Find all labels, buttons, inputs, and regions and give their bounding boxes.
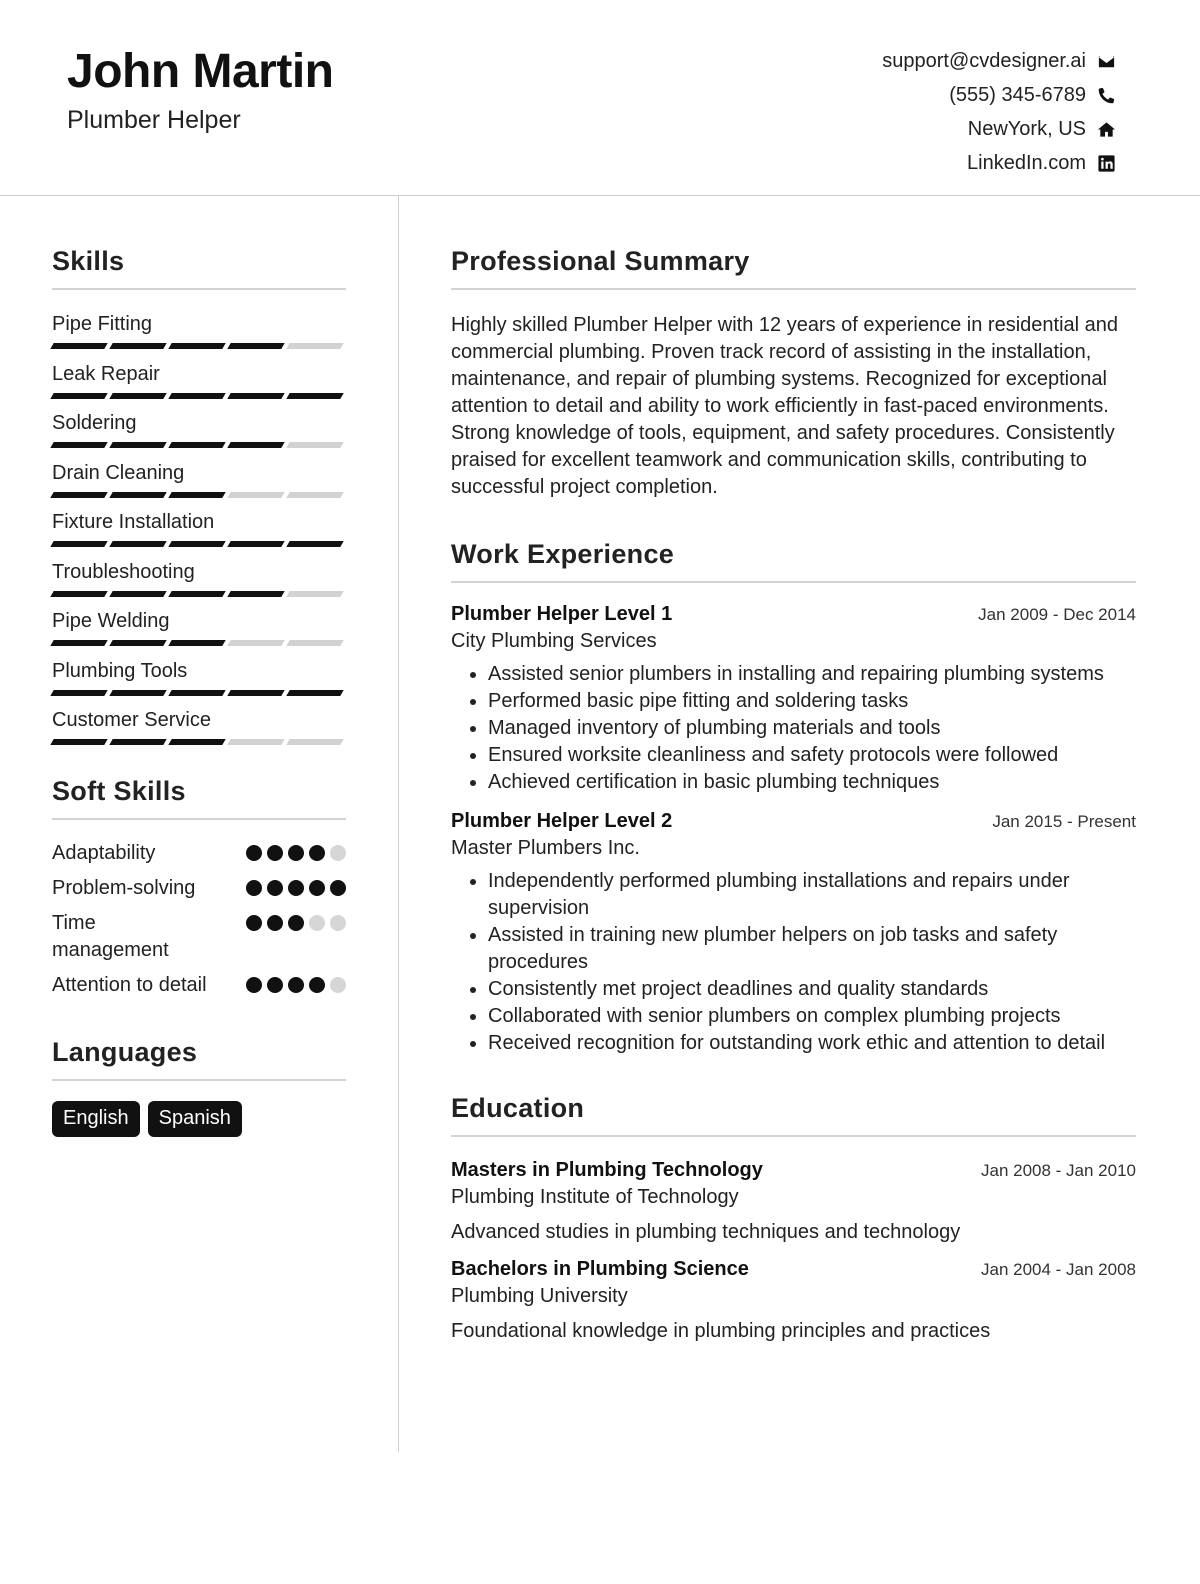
job-bullet: • Assisted in training new plumber helpers on job tasks and safety procedures [488,922,1136,976]
rating-dot [309,915,325,931]
language-badge: Spanish [148,1101,242,1137]
languages-list [52,1101,346,1137]
skill-item [52,362,346,412]
skill-item [52,560,346,610]
rating-dot [267,880,283,896]
resume-header [0,0,1200,196]
skill-level-segment [109,690,166,696]
skill-level-segment [109,739,166,745]
skill-level-segment [286,393,343,399]
contact-list [882,44,1116,180]
skill-level-segment [168,541,225,547]
soft-skills-heading: Soft Skills [52,776,346,820]
skill-level-segment [109,393,166,399]
skill-level-segment [50,343,107,349]
home-icon [1096,119,1116,139]
skill-level-segment [286,492,343,498]
skill-level-bar [52,640,346,646]
skill-level-segment [168,343,225,349]
skill-level-segment [168,492,225,498]
job-header [451,810,1136,833]
skill-item [52,312,346,362]
skill-level-segment [109,591,166,597]
phone-icon [1096,85,1116,105]
skill-level-segment [227,690,284,696]
contact-linkedin-text: LinkedIn.com [967,151,1086,174]
skill-name: Troubleshooting [52,560,195,583]
skill-level-segment [286,739,343,745]
job-bullet: • Collaborated with senior plumbers on complex plumbing projects [488,1003,1136,1030]
skill-level-segment [227,492,284,498]
contact-phone[interactable] [882,78,1116,112]
skill-level-segment [50,640,107,646]
left-column [52,246,346,1137]
rating-dot [246,845,262,861]
job-bullet: • Performed basic pipe fitting and soldering tasks [488,688,1136,715]
soft-skill-name: Adaptability [52,841,156,864]
skills-heading: Skills [52,246,346,290]
skill-name: Leak Repair [52,362,160,385]
skill-level-segment [286,690,343,696]
skill-level-segment [227,393,284,399]
language-badge: English [52,1101,140,1137]
job-dates: Jan 2015 - Present [992,812,1136,831]
job-bullet: • Managed inventory of plumbing materials and tools [488,715,1136,742]
job-bullets [451,661,1136,796]
skill-level-segment [286,591,343,597]
linkedin-icon [1096,153,1116,173]
skill-level-segment [50,739,107,745]
contact-location-text: NewYork, US [967,117,1086,140]
skill-level-segment [109,640,166,646]
education-entry [451,1159,1136,1244]
job-entry [451,810,1136,1057]
skill-item [52,708,346,758]
skill-level-segment [227,442,284,448]
job-company: Master Plumbers Inc. [451,837,640,859]
languages-heading: Languages [52,1037,346,1081]
skill-item [52,411,346,461]
soft-skill-rating [246,845,346,861]
rating-dot [267,845,283,861]
skill-level-bar [52,739,346,745]
skill-level-segment [109,343,166,349]
skill-level-segment [227,591,284,597]
skill-level-segment [227,343,284,349]
contact-phone-text: (555) 345-6789 [949,83,1086,106]
contact-email-text: support@cvdesigner.ai [882,49,1086,72]
job-company: City Plumbing Services [451,630,657,652]
education-list [451,1159,1136,1343]
contact-email[interactable] [882,44,1116,78]
rating-dot [288,880,304,896]
rating-dot [246,977,262,993]
skill-level-segment [168,690,225,696]
job-bullet: • Received recognition for outstanding work ethic and attention to detail [488,1030,1136,1057]
education-header [451,1159,1136,1182]
job-title: Plumber Helper Level 1 [451,603,673,625]
skill-level-bar [52,541,346,547]
skill-name: Pipe Fitting [52,313,153,335]
education-heading: Education [451,1093,1136,1137]
skill-name: Fixture Installation [52,511,215,533]
rating-dot [309,880,325,896]
skill-level-segment [50,541,107,547]
rating-dot [330,977,346,993]
experience-heading: Work Experience [451,539,1136,583]
skill-level-segment [227,739,284,745]
job-bullet: • Assisted senior plumbers in installing and repairing plumbing systems [488,661,1136,688]
skill-level-bar [52,492,346,498]
skill-name: Pipe Welding [52,610,170,632]
skill-level-segment [168,393,225,399]
education-entry [451,1258,1136,1343]
skill-level-segment [168,640,225,646]
column-divider [398,196,399,1452]
soft-skill-item [52,875,346,902]
skill-name: Customer Service [52,709,211,731]
job-title: Plumber Helper Level 2 [451,810,673,832]
job-bullet: • Ensured worksite cleanliness and safety protocols were followed [488,742,1136,769]
job-dates: Jan 2009 - Dec 2014 [978,605,1136,624]
job-bullet: • Achieved certification in basic plumbing techniques [488,769,1136,796]
skill-level-segment [50,442,107,448]
soft-skill-rating [246,915,346,931]
skill-level-segment [109,541,166,547]
rating-dot [330,845,346,861]
rating-dot [309,977,325,993]
soft-skill-name: Time management [52,911,169,961]
skill-name: Plumbing Tools [52,659,188,682]
job-bullets [451,868,1136,1057]
skill-level-segment [109,442,166,448]
skill-name: Drain Cleaning [52,461,185,484]
degree-title: Masters in Plumbing Technology [451,1159,763,1181]
rating-dot [246,915,262,931]
skill-level-bar [52,343,346,349]
skill-level-bar [52,690,346,696]
skill-level-segment [227,541,284,547]
skill-level-segment [168,591,225,597]
rating-dot [288,915,304,931]
job-bullet: • Consistently met project deadlines and quality standards [488,976,1136,1003]
rating-dot [288,977,304,993]
job-bullet: • Independently performed plumbing installations and repairs under supervision [488,868,1136,922]
skills-list [52,312,346,758]
skill-level-segment [50,690,107,696]
school-name: Plumbing University [451,1285,628,1307]
skill-level-segment [286,442,343,448]
skill-item [52,510,346,560]
contact-linkedin[interactable] [882,146,1116,180]
summary-text: Highly skilled Plumber Helper with 12 years of experience in residential and commercial plumbing. Proven track record of assisting in the installation, maintenance, and repair of plumbing systems. Recognized for exceptional attention to detail and ability to work efficiently in fast-paced environments. Strong knowledge of tools, equipment, and safety procedures. Consistently praised for excellent teamwork and communication skills, contributing to successful project completion. [451,314,1119,498]
skill-level-segment [168,442,225,448]
soft-skill-name: Problem-solving [52,876,196,899]
envelope-icon [1096,51,1116,71]
soft-skill-item [52,972,346,999]
education-description: Foundational knowledge in plumbing principles and practices [451,1320,991,1342]
skill-level-bar [52,393,346,399]
rating-dot [267,915,283,931]
rating-dot [309,845,325,861]
skill-name: Soldering [52,412,137,434]
skill-level-segment [50,393,107,399]
job-entry [451,603,1136,796]
soft-skills-list [52,840,346,999]
soft-skill-rating [246,977,346,993]
rating-dot [330,915,346,931]
candidate-role: Plumber Helper [67,106,241,134]
right-column [451,246,1136,1343]
contact-location [882,112,1116,146]
degree-title: Bachelors in Plumbing Science [451,1258,749,1280]
skill-level-segment [109,492,166,498]
candidate-name: John Martin [67,45,334,98]
skill-item [52,609,346,659]
skill-level-segment [286,640,343,646]
education-dates: Jan 2004 - Jan 2008 [980,1260,1136,1279]
education-header [451,1258,1136,1281]
skill-level-bar [52,591,346,597]
job-header [451,603,1136,626]
skill-level-segment [50,492,107,498]
skill-level-bar [52,442,346,448]
soft-skill-name: Attention to detail [52,973,207,996]
rating-dot [330,880,346,896]
summary-heading: Professional Summary [451,246,1136,290]
school-name: Plumbing Institute of Technology [451,1186,739,1208]
soft-skill-rating [246,880,346,896]
rating-dot [246,880,262,896]
skill-level-segment [168,739,225,745]
soft-skill-item [52,910,346,964]
education-description: Advanced studies in plumbing techniques and technology [451,1221,961,1243]
skill-level-segment [286,541,343,547]
skill-level-segment [227,640,284,646]
skill-level-segment [50,591,107,597]
skill-level-segment [286,343,343,349]
soft-skill-item [52,840,346,867]
rating-dot [267,977,283,993]
skill-item [52,461,346,511]
education-dates: Jan 2008 - Jan 2010 [980,1161,1136,1180]
experience-list [451,603,1136,1057]
rating-dot [288,845,304,861]
skill-item [52,659,346,709]
